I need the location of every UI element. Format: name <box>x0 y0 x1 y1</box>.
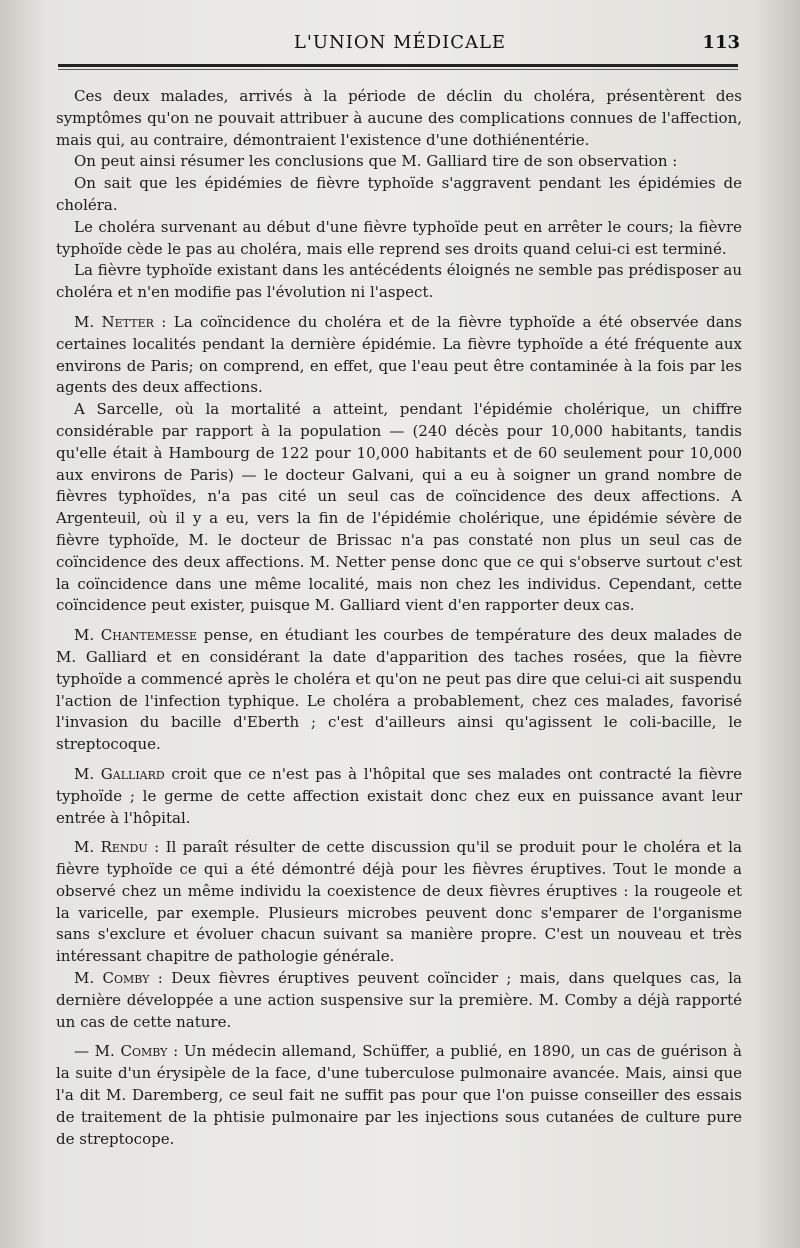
paragraph-text: Un médecin allemand, Schüffer, a publié, en 1890, un cas de guérison à la suite d'un érysipèle de la face, d'une tuberculose pulmonaire avancée. Mais, ainsi que l'a dit M. Daremberg, ce seul fait ne suffit pas pour que l'on puisse conseiller des essais de traitement de la phtisie pulmonaire par les injections sous cutanées de culture pure de streptocope. <box>56 1042 742 1148</box>
paragraph-text: Ces deux malades, arrivés à la période de déclin du choléra, présentèrent des symptômes qu'on ne pouvait attribuer à aucune des complications connues de l'affection, mais qui, au contraire, démontraient l'existence d'une dothiénentérie. <box>56 87 742 149</box>
paragraph-text: A Sarcelle, où la mortalité a atteint, pendant l'épidémie cholérique, un chiffre considérable par rapport à la population — (240 décès pour 10,000 habitants, tandis qu'elle était à Hambourg de 122 pour 10,000 habitants et de 60 seulement pour 10,000 aux environs de Paris) — le docteur Galvani, qui a eu à soigner un grand nombre de fièvres typhoïdes, n'a pas cité un seul cas de coïncidence des deux affections. A Argenteuil, où il y a eu, vers la fin de l'épidémie cholérique, une épidémie sévère de fièvre typhoïde, M. le docteur de Brissac n'a pas constaté non plus un seul cas de coïncidence des deux affections. M. Netter pense donc que ce qui s'observe surtout c'est la coïncidence dans une même localité, mais non chez les individus. Cependant, cette coïncidence peut exister, puisque M. Galliard vient d'en rapporter deux cas. <box>56 400 742 615</box>
paragraph <box>56 968 742 1033</box>
running-title: L'UNION MÉDICALE <box>293 32 507 53</box>
header-rule <box>58 64 738 70</box>
speaker-name: — M. Comby : <box>74 1042 179 1061</box>
paragraph <box>56 312 742 399</box>
paragraph-text: On peut ainsi résumer les conclusions que M. Galliard tire de son observation : <box>74 152 678 171</box>
speaker-name: M. Rendu : <box>74 838 160 857</box>
paragraph-text: Deux fièvres éruptives peuvent coïncider ; mais, dans quelques cas, la dernière développée a une action suspensive sur la première. M. Comby a déjà rapporté un cas de cette nature. <box>56 969 742 1031</box>
paragraph-text: croit que ce n'est pas à l'hôpital que ses malades ont contracté la fièvre typhoïde ; le germe de cette affection existait donc chez eux en puissance avant leur entrée à l'hôpital. <box>56 764 742 827</box>
speaker-name: M. Netter : <box>74 312 167 331</box>
paragraph-text: La coïncidence du choléra et de la fièvre typhoïde a été observée dans certaines localités pendant la dernière épidémie. La fièvre typhoïde a été fréquente aux environs de Paris; on comprend, en effet, que l'eau peut être contaminée à la fois par les agents des deux affections. <box>56 312 742 397</box>
paragraph-text: La fièvre typhoïde existant dans les antécédents éloignés ne semble pas prédisposer au choléra et n'en modifie pas l'évolution ni l'aspect. <box>56 261 742 302</box>
paragraph <box>56 151 742 173</box>
paragraph-text: On sait que les épidémies de fièvre typhoïde s'aggravent pendant les épidémies de choléra. <box>56 174 742 214</box>
paragraph <box>56 1041 742 1150</box>
paragraph <box>56 837 742 968</box>
paragraph-text: Il paraît résulter de cette discussion qu'il se produit pour le choléra et la fièvre typhoïde ce qui a été démontré déjà pour les fièvres éruptives. Tout le monde a observé chez un même individu la coexistence de deux fièvres éruptives : la rougeole et la varicelle, par exemple. Plusieurs microbes peuvent donc s'emparer de l'organisme sans s'exclure et évoluer chacun suivant sa manière propre. C'est un nouveau et très intéressant chapitre de pathologie générale. <box>56 838 742 966</box>
paragraph <box>56 260 742 304</box>
paragraph-text: pense, en étudiant les courbes de température des deux malades de M. Galliard et en considérant la date d'apparition des taches rosées, que la fièvre typhoïde a commencé après le choléra et qu'on ne peut pas dire que celui-ci ait suspendu l'action de l'infection typhique. Le choléra a probablement, chez ces malades, favorisé l'invasion du bacille d'Eberth ; c'est d'ailleurs ainsi qu'agissent le coli-bacille, le streptocoque. <box>56 626 742 754</box>
page-number: 113 <box>702 32 740 53</box>
paragraph-text: Le choléra survenant au début d'une fièvre typhoïde peut en arrêter le cours; la fièvre typhoïde cède le pas au choléra, mais elle reprend ses droits quand celui-ci est terminé. <box>56 217 742 258</box>
paragraph <box>56 625 742 756</box>
paragraph <box>56 399 742 617</box>
paragraph <box>56 764 742 829</box>
speaker-name: M. Galliard <box>74 764 165 783</box>
speaker-name: M. Comby : <box>74 969 163 988</box>
speaker-name: M. Chantemesse <box>74 626 197 645</box>
paragraph <box>56 217 742 261</box>
article-body <box>56 86 742 1150</box>
paragraph <box>56 86 742 151</box>
paragraph <box>56 173 742 217</box>
